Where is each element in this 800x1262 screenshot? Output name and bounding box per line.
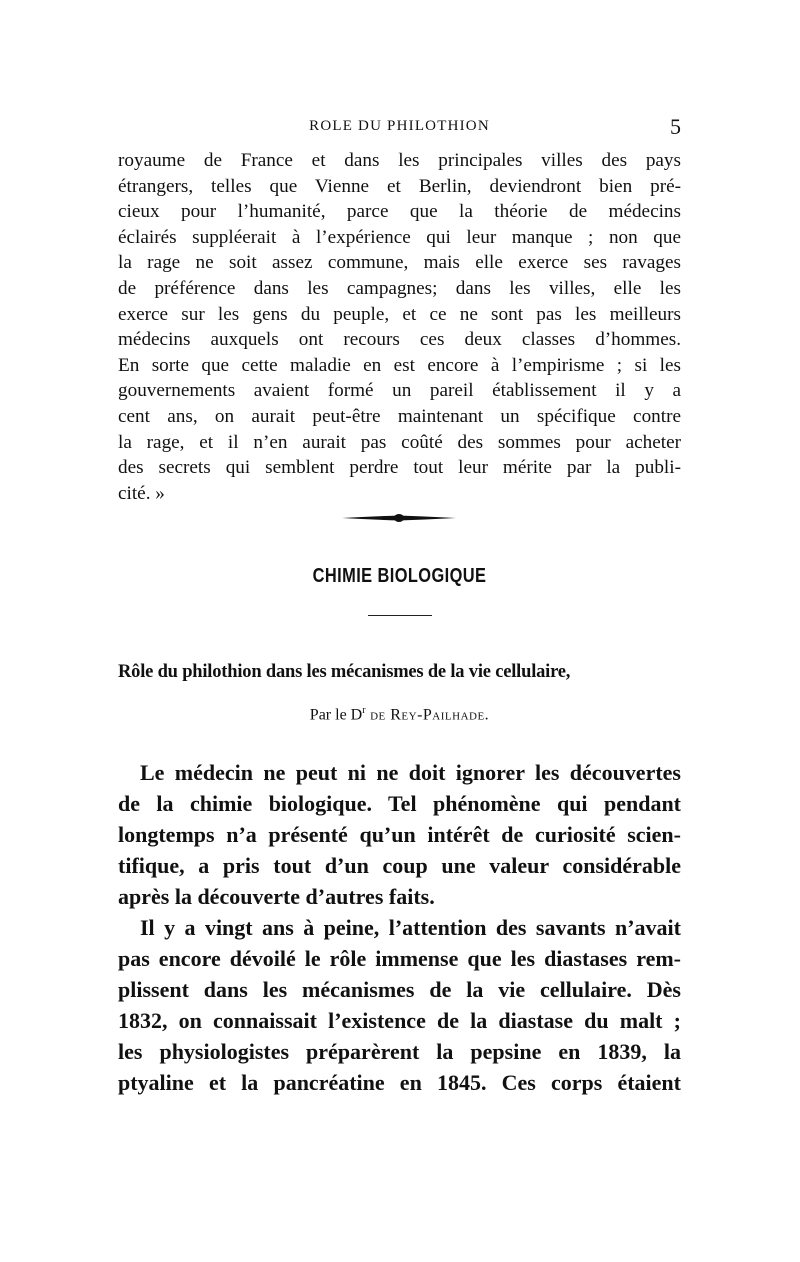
author-name: de Rey-Pailhade.: [365, 706, 490, 724]
paragraph-2: [118, 912, 681, 1098]
text-line: des secrets qui semblent perdre tout leur mérite par la publi-: [118, 457, 681, 479]
text-line: après la découverte d’autres faits.: [118, 884, 435, 909]
section-title: CHIMIE BIOLOGIQUE: [312, 565, 487, 587]
text-line: cent ans, on aurait peut-être maintenant un spécifique contre: [118, 405, 681, 427]
text-line: étrangers, telles que Vienne et Berlin, deviendront bien pré-: [118, 175, 681, 197]
text-line: la rage, et il n’en aurait pas coûté des sommes pour acheter: [118, 431, 681, 453]
text-line: 1832, on connaissait l’existence de la diastase du malt ;: [118, 1008, 681, 1033]
text-line: pas encore dévoilé le rôle immense que les diastases rem-: [118, 946, 681, 971]
article-title: Rôle du philothion dans les mécanismes de la vie cellulaire,: [118, 662, 571, 682]
byline-superscript: r: [362, 705, 366, 716]
text-line: de la chimie biologique. Tel phénomène qui pendant: [118, 791, 681, 816]
text-line: médecins auxquels ont recours ces deux classes d’hommes.: [118, 329, 681, 351]
text-line: Le médecin ne peut ni ne doit ignorer les découvertes: [140, 760, 681, 785]
text-line: éclairés suppléerait à l’expérience qui leur manque ; non que: [118, 226, 681, 248]
paragraph-1: [118, 757, 681, 912]
text-line: ptyaline et la pancréatine en 1845. Ces corps étaient: [118, 1070, 681, 1095]
byline: [118, 705, 681, 724]
running-header: [118, 114, 681, 138]
text-line: de préférence dans les campagnes; dans les villes, elle les: [118, 277, 681, 299]
text-line: exerce sur les gens du peuple, et ce ne sont pas les meilleurs: [118, 303, 681, 325]
text-line: royaume de France et dans les principales villes des pays: [118, 150, 681, 171]
page-number: 5: [670, 114, 681, 139]
text-line: cité. »: [118, 482, 165, 504]
running-title: ROLE DU PHILOTHION: [309, 118, 490, 134]
title-rule: [368, 615, 432, 616]
text-line: tifique, a pris tout d’un coup une valeur considérable: [118, 853, 681, 878]
text-line: plissent dans les mécanismes de la vie cellulaire. Dès: [118, 977, 681, 1002]
text-line: En sorte que cette maladie en est encore à l’empirisme ; si les: [118, 354, 681, 376]
text-line: gouvernements avaient formé un pareil établissement il y a: [118, 380, 681, 402]
byline-prefix: Par le D: [309, 706, 363, 724]
text-line: longtemps n’a présenté qu’un intérêt de curiosité scien-: [118, 822, 681, 847]
text-line: les physiologistes préparèrent la pepsine en 1839, la: [118, 1039, 681, 1064]
quote-continuation: [118, 148, 681, 506]
text-line: la rage ne soit assez commune, mais elle exerce ses ravages: [118, 252, 681, 274]
text-line: Il y a vingt ans à peine, l’attention des savants n’avait: [140, 915, 681, 940]
ornament-divider: [340, 511, 458, 525]
text-line: cieux pour l’humanité, parce que la théorie de médecins: [118, 201, 681, 223]
